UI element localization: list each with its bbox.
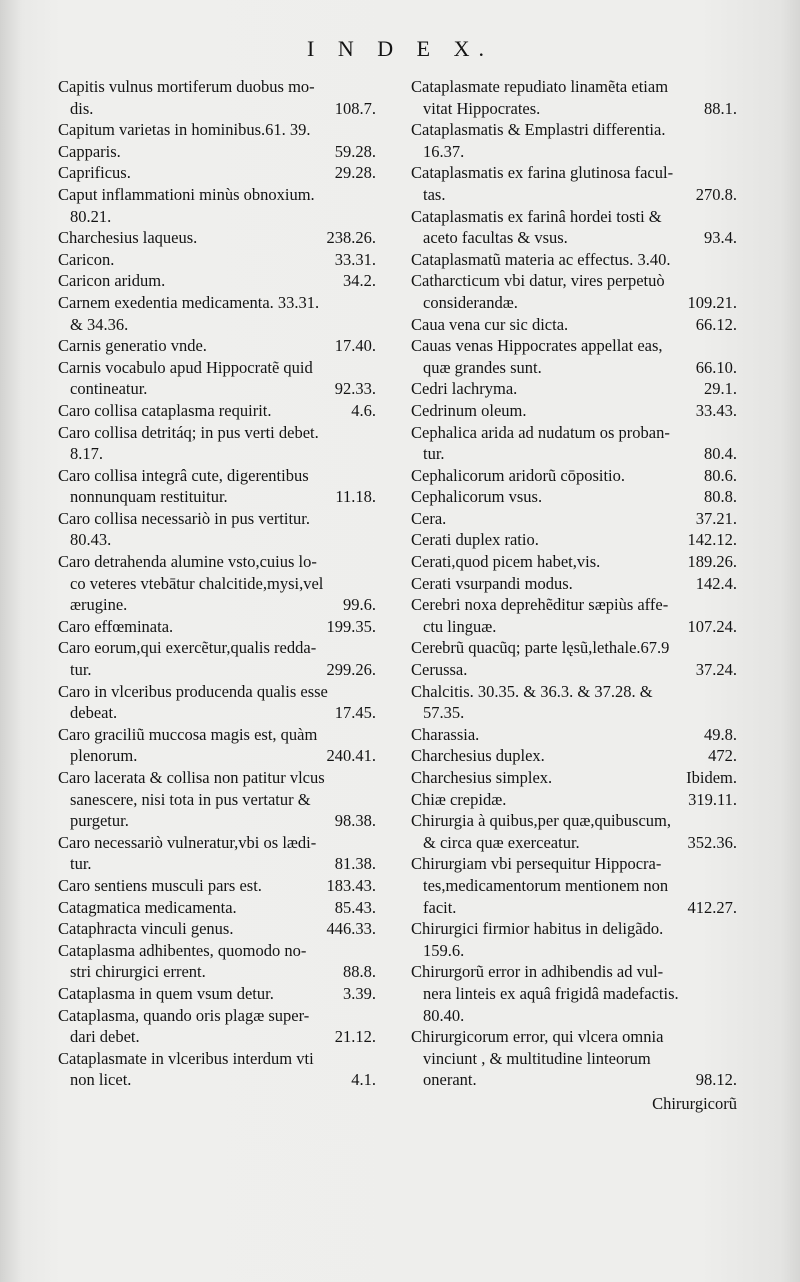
entry-text: Caricon. 33.31.: [58, 249, 376, 269]
entry-text: Capitis vulnus mortiferum duobus mo-: [58, 77, 315, 96]
page-reference: 66.10.: [695, 357, 737, 377]
page-reference: 17.45.: [334, 703, 376, 723]
page-reference: 4.1.: [351, 1070, 376, 1090]
entry-continuation: dari debet. 21.12.: [70, 1027, 376, 1047]
page-reference: 37.24.: [695, 660, 737, 680]
entry-continuation: sanescere, nisi tota in pus vertatur &: [70, 789, 311, 809]
index-entry: [411, 659, 737, 681]
entry-continuation: purgetur. 98.38.: [70, 811, 376, 831]
index-entry: [411, 335, 737, 378]
index-entry: [58, 141, 376, 163]
page-reference: 107.24.: [687, 616, 737, 636]
entry-text: Cerebrũ quacũq; parte lęsũ,lethale.67.9: [411, 638, 670, 658]
index-entry: [411, 206, 737, 249]
index-entry: [58, 637, 376, 680]
entry-text: Charassia. 49.8.: [411, 724, 737, 744]
entry-text: Catagmatica medicamenta. 85.43.: [58, 897, 376, 917]
entry-continuation: tur. 299.26.: [70, 660, 376, 680]
entry-text: Caro collisa integrâ cute, digerentibus: [58, 465, 309, 485]
page-reference: 80.4.: [704, 444, 737, 464]
entry-text: Cataplasma adhibentes, quomodo no-: [58, 940, 307, 960]
entry-text: Chiæ crepidæ. 319.11.: [411, 789, 737, 809]
entry-text: Chalcitis. 30.35. & 36.3. & 37.28. &: [411, 681, 653, 701]
index-entry: [58, 184, 376, 227]
entry-continuation: tas. 270.8.: [423, 184, 737, 204]
index-entry: [58, 681, 376, 724]
entry-text: Capitum varietas in hominibus.61. 39.: [58, 120, 311, 140]
entry-text: Caprificus. 29.28.: [58, 163, 376, 183]
entry-text: Cataplasma in quem vsum detur. 3.39.: [58, 983, 376, 1003]
page-reference: 92.33.: [334, 379, 376, 399]
index-entry: [58, 119, 376, 141]
entry-continuation: 80.40.: [423, 1005, 465, 1025]
index-entry: [411, 119, 737, 162]
index-entry: [58, 551, 376, 616]
page-reference: 88.8.: [343, 962, 376, 982]
index-entry: [411, 400, 737, 422]
entry-text: Chirurgicorum error, qui vlcera omnia: [411, 1027, 664, 1047]
entry-text: Caricon aridum. 34.2.: [58, 271, 376, 291]
index-entry: [58, 400, 376, 422]
entry-text: Cataphracta vinculi genus. 446.33.: [58, 919, 376, 939]
page-reference: 472.: [708, 746, 737, 766]
entry-text: Cataplasmate in vlceribus interdum vti: [58, 1048, 314, 1068]
entry-continuation: 159.6.: [423, 940, 465, 960]
entry-text: Caua vena cur sic dicta. 66.12.: [411, 314, 737, 334]
index-entry: [411, 76, 737, 119]
entry-text: Cataplasmatis & Emplastri differentia.: [411, 120, 666, 140]
index-entry: [411, 594, 737, 637]
index-entry: [411, 508, 737, 530]
entry-continuation: non licet. 4.1.: [70, 1070, 376, 1090]
page-reference: 98.38.: [334, 811, 376, 831]
index-entry: [411, 378, 737, 400]
entry-continuation: nera linteis ex aquâ frigidâ madefactis.: [423, 983, 679, 1003]
index-entry: [411, 529, 737, 551]
entry-text: Carnem exedentia medicamenta. 33.31.: [58, 292, 320, 312]
entry-continuation: 57.35.: [423, 703, 465, 723]
entry-continuation: co veteres vtebātur chalcitide,mysi,vel: [70, 573, 324, 593]
page-reference: 108.7.: [334, 98, 376, 118]
entry-text: Cataplasmatũ materia ac effectus. 3.40.: [411, 249, 671, 269]
page-reference: 33.43.: [695, 400, 737, 420]
page-reference: Ibidem.: [686, 768, 737, 787]
index-entry: [411, 573, 737, 595]
entry-text: Caro collisa cataplasma requirit. 4.6.: [58, 400, 376, 420]
index-entry: [411, 465, 737, 487]
entry-continuation: ærugine. 99.6.: [70, 595, 376, 615]
entry-continuation: aceto facultas & vsus. 93.4.: [423, 228, 737, 248]
entry-text: Cataplasmatis ex farina glutinosa facul-: [411, 163, 674, 183]
entry-text: Catharcticum vbi datur, vires perpetuò: [411, 271, 665, 291]
page-reference: 21.12.: [334, 1027, 376, 1047]
entry-text: Cataplasmatis ex farinâ hordei tosti &: [411, 206, 662, 226]
right-column: [411, 76, 737, 1115]
index-entry: [411, 637, 737, 659]
entry-continuation: quæ grandes sunt. 66.10.: [423, 357, 737, 377]
entry-text: Charchesius duplex. 472.: [411, 746, 737, 766]
entry-text: Caro collisa detritáq; in pus verti debet.: [58, 422, 319, 442]
index-entry: [411, 681, 737, 724]
entry-continuation: & 34.36.: [70, 314, 129, 334]
entry-continuation: ctu linguæ. 107.24.: [423, 616, 737, 636]
entry-text: Caput inflammationi minùs obnoxium.: [58, 184, 315, 204]
page-reference: 80.8.: [704, 487, 737, 507]
entry-text: Chirurgiam vbi persequitur Hippocra-: [411, 854, 662, 874]
page-reference: 34.2.: [343, 271, 376, 291]
page-reference: 17.40.: [334, 336, 376, 356]
entry-text: Cataplasmate repudiato linamẽta etiam: [411, 77, 669, 96]
page-reference: 183.43.: [326, 875, 376, 895]
entry-continuation: 80.43.: [70, 530, 112, 550]
index-entry: [58, 1048, 376, 1091]
entry-text: Cerebri noxa deprehẽditur sæpiùs affe-: [411, 595, 669, 615]
entry-text: Cera. 37.21.: [411, 508, 737, 528]
entry-text: Charchesius simplex. Ibidem.: [411, 768, 737, 787]
index-entry: [411, 314, 737, 336]
index-entry: [411, 745, 737, 767]
index-entry: [58, 983, 376, 1005]
entry-continuation: tur. 81.38.: [70, 854, 376, 874]
entry-text: Cerussa. 37.24.: [411, 660, 737, 680]
page-reference: 11.18.: [335, 487, 376, 507]
index-entry: [411, 853, 737, 918]
page-reference: 93.4.: [704, 228, 737, 248]
entry-text: Caro effœminata. 199.35.: [58, 616, 376, 636]
index-entry: [411, 422, 737, 465]
entry-text: Carnis vocabulo apud Hippocratẽ quid: [58, 357, 313, 377]
left-column: [58, 76, 376, 1091]
page-reference: 299.26.: [326, 660, 376, 680]
entry-continuation: 8.17.: [70, 444, 103, 464]
page-reference: 270.8.: [695, 184, 737, 204]
page-reference: 81.38.: [334, 854, 376, 874]
entry-text: Cephalicorum vsus. 80.8.: [411, 487, 737, 507]
page-reference: 3.39.: [343, 983, 376, 1003]
page-reference: 238.26.: [326, 228, 376, 248]
page-reference: 99.6.: [343, 595, 376, 615]
page-reference: 85.43.: [334, 897, 376, 917]
entry-text: Cerati,quod picem habet,vis. 189.26.: [411, 552, 737, 572]
page-reference: 29.1.: [704, 379, 737, 399]
page-reference: 66.12.: [695, 314, 737, 334]
entry-text: Charchesius laqueus. 238.26.: [58, 228, 376, 248]
entry-continuation: facit. 412.27.: [423, 897, 737, 917]
entry-continuation: stri chirurgici errent. 88.8.: [70, 962, 376, 982]
page-reference: 446.33.: [326, 919, 376, 939]
index-entry: [411, 551, 737, 573]
index-entry: [411, 961, 737, 1026]
index-entry: [411, 486, 737, 508]
entry-text: Caro eorum,qui exercẽtur,qualis redda-: [58, 638, 317, 658]
index-entry: [411, 270, 737, 313]
index-entry: [411, 249, 737, 271]
page-reference: 59.28.: [334, 141, 376, 161]
entry-continuation: debeat. 17.45.: [70, 703, 376, 723]
index-entry: [58, 1005, 376, 1048]
entry-text: Chirurgia à quibus,per quæ,quibuscum,: [411, 811, 672, 831]
entry-continuation: nonnunquam restituitur. 11.18.: [70, 487, 376, 507]
entry-continuation: vitat Hippocrates. 88.1.: [423, 98, 737, 118]
page-reference: 49.8.: [704, 724, 737, 744]
page-reference: 37.21.: [695, 508, 737, 528]
index-entry: [58, 422, 376, 465]
page-reference: 29.28.: [334, 163, 376, 183]
entry-text: Caro detrahenda alumine vsto,cuius lo-: [58, 552, 317, 572]
index-entry: [58, 940, 376, 983]
page-reference: 98.12.: [695, 1070, 737, 1090]
entry-text: Cedrinum oleum. 33.43.: [411, 400, 737, 420]
index-entry: [411, 918, 737, 961]
index-entry: [58, 227, 376, 249]
entry-text: Capparis. 59.28.: [58, 141, 376, 161]
page-reference: 33.31.: [334, 249, 376, 269]
index-entry: [58, 832, 376, 875]
entry-continuation: considerandæ. 109.21.: [423, 292, 737, 312]
index-entry: [58, 724, 376, 767]
page-reference: 412.27.: [687, 897, 737, 917]
index-entry: [411, 724, 737, 746]
page-reference: 4.6.: [351, 400, 376, 420]
page-reference: 352.36.: [687, 832, 737, 852]
index-entry: [58, 357, 376, 400]
entry-continuation: 80.21.: [70, 206, 112, 226]
page-reference: 189.26.: [687, 552, 737, 572]
entry-text: Caro necessariò vulneratur,vbi os lædi-: [58, 832, 317, 852]
page-reference: 240.41.: [326, 746, 376, 766]
entry-continuation: vinciunt , & multitudine linteorum: [423, 1048, 651, 1068]
index-entry: [58, 270, 376, 292]
index-entry: [58, 875, 376, 897]
page-reference: 199.35.: [326, 616, 376, 636]
index-entry: [411, 767, 737, 789]
catchword: Chirurgicorũ: [652, 1093, 737, 1113]
entry-text: Cephalica arida ad nudatum os proban-: [411, 422, 670, 442]
index-entry: [411, 810, 737, 853]
page-reference: 80.6.: [704, 465, 737, 485]
entry-text: Caro lacerata & collisa non patitur vlcus: [58, 768, 325, 787]
entry-continuation: tur. 80.4.: [423, 444, 737, 464]
index-entry: [58, 767, 376, 832]
index-entry: [58, 918, 376, 940]
entry-text: Cauas venas Hippocrates appellat eas,: [411, 336, 663, 356]
entry-text: Caro collisa necessariò in pus vertitur.: [58, 508, 311, 528]
entry-continuation: & circa quæ exerceatur. 352.36.: [423, 832, 737, 852]
index-entry: [411, 1026, 737, 1091]
index-entry: [58, 616, 376, 638]
entry-continuation: contineatur. 92.33.: [70, 379, 376, 399]
entry-continuation: plenorum. 240.41.: [70, 746, 376, 766]
entry-text: Cephalicorum aridorũ cōpositio. 80.6.: [411, 465, 737, 485]
page-reference: 142.12.: [687, 530, 737, 550]
index-entry: [411, 789, 737, 811]
index-entry: [58, 465, 376, 508]
entry-continuation: onerant. 98.12.: [423, 1070, 737, 1090]
entry-text: Cerati vsurpandi modus. 142.4.: [411, 573, 737, 593]
page-reference: 319.11.: [688, 789, 737, 809]
entry-text: Caro sentiens musculi pars est. 183.43.: [58, 875, 376, 895]
entry-text: Chirurgorũ error in adhibendis ad vul-: [411, 962, 664, 982]
index-entry: [58, 292, 376, 335]
page-reference: 88.1.: [704, 98, 737, 118]
entry-continuation: 16.37.: [423, 141, 465, 161]
page-reference: 109.21.: [687, 292, 737, 312]
entry-continuation: dis. 108.7.: [70, 98, 376, 118]
entry-text: Cerati duplex ratio. 142.12.: [411, 530, 737, 550]
index-entry: [58, 508, 376, 551]
index-entry: [58, 335, 376, 357]
entry-text: Cataplasma, quando oris plagæ super-: [58, 1005, 310, 1025]
entry-continuation: tes,medicamentorum mentionem non: [423, 875, 669, 895]
entry-text: Cedri lachryma. 29.1.: [411, 379, 737, 399]
page-header: I N D E X.: [307, 36, 493, 61]
index-entry: [58, 76, 376, 119]
index-entry: [58, 249, 376, 271]
index-entry: [58, 897, 376, 919]
entry-text: Caro graciliũ muccosa magis est, quàm: [58, 724, 318, 744]
entry-text: Chirurgici firmior habitus in deligãdo.: [411, 919, 664, 939]
entry-text: Caro in vlceribus producenda qualis esse: [58, 681, 328, 701]
index-entry: [58, 162, 376, 184]
entry-text: Carnis generatio vnde. 17.40.: [58, 336, 376, 356]
page-reference: 142.4.: [695, 573, 737, 593]
index-entry: [411, 162, 737, 205]
